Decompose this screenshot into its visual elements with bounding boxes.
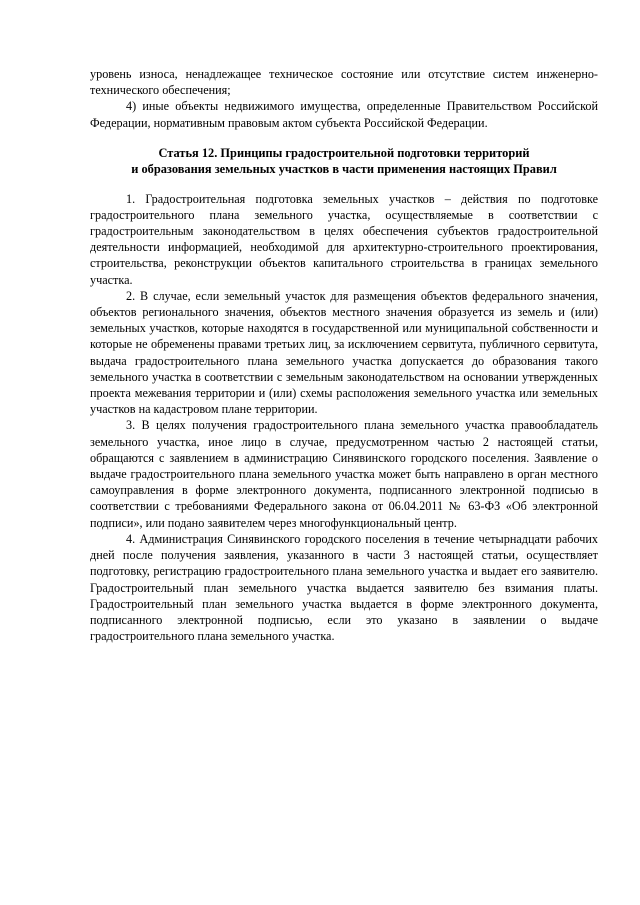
- paragraph-2: 2. В случае, если земельный участок для размещения объектов федерального значения, объектов регионального значения, объектов местного значения образуется из земель и (или) земельных участков, которые находятся в государственной или муниципальной собственности и которые не обременены правами третьих лиц, за исключением сервитута, публичного сервитута, выдача градостроительного плана земельного участка допускается до образования такого земельного участка в соответствии с земельным законодательством на основании утвержденных проекта межевания территории и (или) схемы расположения земельного участка или земельных участков на кадастровом плане территории.: [90, 288, 598, 417]
- paragraph-4: 4. Администрация Синявинского городского поселения в течение четырнадцати рабочих дней после получения заявления, указанного в части 3 настоящей статьи, осуществляет подготовку, регистрацию градостроительного плана земельного участка и выдает его заявителю. Градостроительный план земельного участка выдается заявителю без взимания платы. Градостроительный план земельного участка выдается в форме электронного документа, подписанного электронной подписью, если это указано в заявлении о выдаче градостроительного плана земельного участка.: [90, 531, 598, 644]
- list-item-4: 4) иные объекты недвижимого имущества, определенные Правительством Российской Федерации, нормативным правовым актом субъекта Российской Федерации.: [90, 99, 598, 130]
- continuation-text: уровень износа, ненадлежащее техническое состояние или отсутствие систем инженерно-технического обеспечения;: [90, 67, 598, 98]
- article-heading-line-2: и образования земельных участков в части применения настоящих Правил: [131, 162, 557, 177]
- paragraph-1: 1. Градостроительная подготовка земельных участков – действия по подготовке градостроительного плана земельного участка, осуществляемые в соответствии с градостроительным законодательством в целях обеспечения субъектов градостроительной деятельности информацией, необходимой для архитектурно-строительного проектирования, строительства, реконструкции объектов капитального строительства в границах земельного участка.: [90, 191, 598, 287]
- paragraph-3: 3. В целях получения градостроительного плана земельного участка правообладатель земельного участка, иное лицо в случае, предусмотренном частью 2 настоящей статьи, обращаются с заявлением в администрацию Синявинского городского поселения. Заявление о выдаче градостроительного плана земельного участка может быть направлено в орган местного самоуправления в форме электронного документа, подписанного электронной подписью в соответствии с требованиями Федерального закона от 06.04.2011 № 63-ФЗ «Об электронной подписи», или подано заявителем через многофункциональный центр.: [90, 418, 598, 530]
- document-page: [90, 66, 598, 644]
- article-heading: [90, 145, 598, 178]
- article-heading-line-1: Статья 12. Принципы градостроительной подготовки территорий: [158, 145, 530, 160]
